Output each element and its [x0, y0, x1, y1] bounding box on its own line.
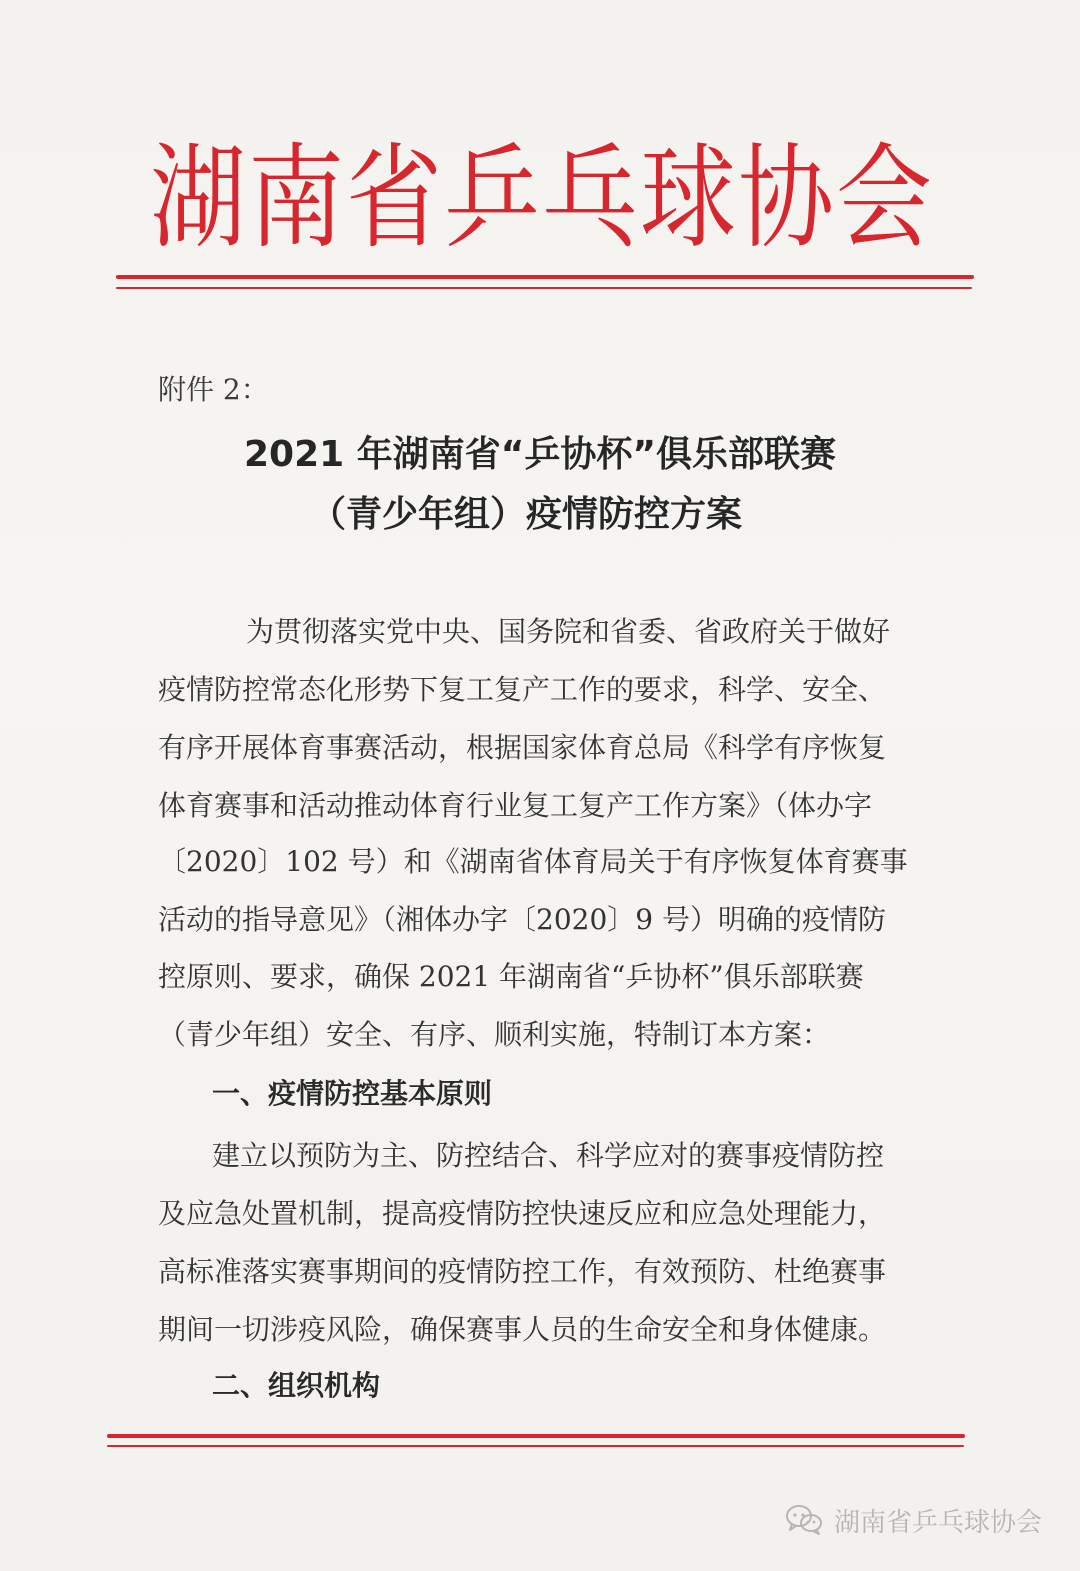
- principles-line: 高标准落实赛事期间的疫情防控工作，有效预防、杜绝赛事: [158, 1255, 887, 1288]
- document-title-line-2: （青少年组）疫情防控方案: [309, 494, 742, 535]
- principles-line: 建立以预防为主、防控结合、科学应对的赛事疫情防控: [212, 1139, 885, 1172]
- section-heading-principles: 一、疫情防控基本原则: [212, 1077, 493, 1110]
- intro-line: 疫情防控常态化形势下复工复产工作的要求，科学、安全、: [158, 673, 887, 706]
- intro-line: 活动的指导意见》（湘体办字〔2020〕9 号）明确的疫情防: [158, 903, 886, 936]
- section-heading-organization: 二、组织机构: [212, 1369, 381, 1402]
- footer-red-rule: [107, 1434, 965, 1438]
- principles-line: 及应急处置机制，提高疫情防控快速反应和应急处理能力，: [158, 1197, 887, 1230]
- intro-line: 〔2020〕102 号）和《湖南省体育局关于有序恢复体育赛事: [158, 845, 908, 878]
- letterhead-red-rule: [116, 275, 974, 279]
- letterhead-title: 湖南省乒乓球协会: [150, 131, 934, 265]
- wechat-icon: [784, 1503, 824, 1537]
- intro-line: 控原则、要求，确保 2021 年湖南省“乒协杯”俱乐部联赛: [158, 960, 864, 993]
- letterhead-red-rule-thin: [116, 287, 972, 289]
- principles-line: 期间一切涉疫风险，确保赛事人员的生命安全和身体健康。: [158, 1313, 887, 1346]
- intro-line: 为贯彻落实党中央、国务院和省委、省政府关于做好: [246, 615, 891, 648]
- attachment-label: 附件 2：: [158, 373, 269, 406]
- document-title-line-1: 2021 年湖南省“乒协杯”俱乐部联赛: [243, 434, 837, 475]
- intro-line: 有序开展体育事赛活动，根据国家体育总局《科学有序恢复: [158, 731, 887, 764]
- intro-line: （青少年组）安全、有序、顺利实施，特制订本方案：: [158, 1018, 831, 1051]
- watermark-text: 湖南省乒乓球协会: [834, 1507, 1043, 1538]
- intro-line: 体育赛事和活动推动体育行业复工复产工作方案》（体办字: [158, 789, 873, 822]
- watermark: [784, 1500, 1042, 1540]
- footer-red-rule-thin: [107, 1445, 964, 1447]
